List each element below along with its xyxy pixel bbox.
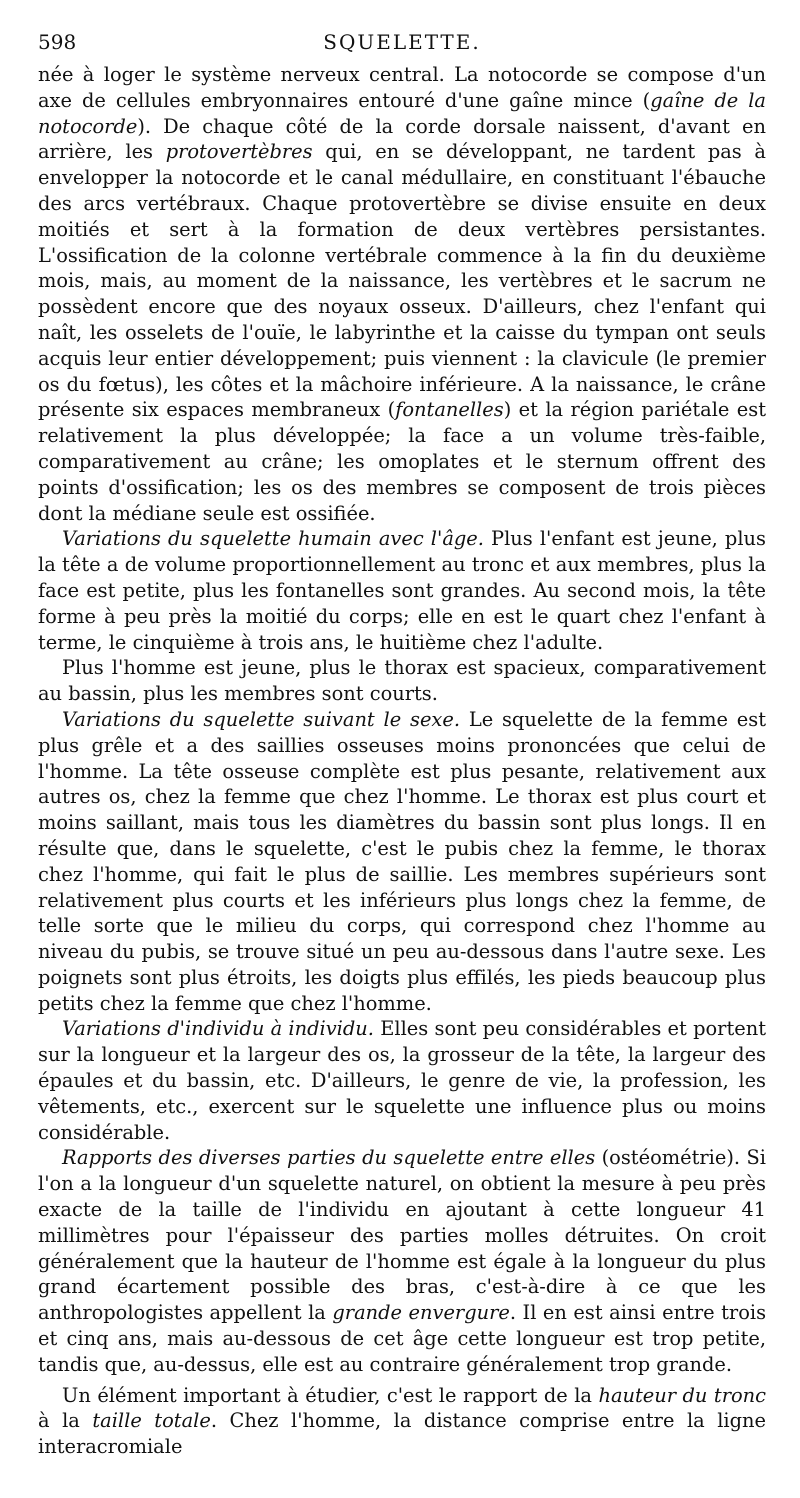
paragraph-p1 [38, 62, 766, 526]
italic-phrase: grande envergure [332, 1301, 510, 1325]
text-run: Un élément important à étudier, c'est le rapport de la [62, 1383, 599, 1407]
italic-phrase: Rapports des diverses parties du squelette entre elles [62, 1146, 596, 1170]
italic-phrase: protovertèbres [165, 140, 313, 164]
text-run: . Chez l'homme, la distance comprise entre la ligne interacromiale [38, 1409, 767, 1459]
paragraph-p4 [38, 707, 766, 1017]
paragraph-p6 [38, 1145, 766, 1377]
text-run: Elles sont peu considérables et portent sur la longueur et la largeur des os, la grosseur de la tête, la largeur des épaules et du bassin, etc. D'ailleurs, le genre de vie, la profession, les vêtements, etc., exercent sur le squelette une influence plus ou moins considérable. [38, 1017, 766, 1144]
text-run: . Il en est ainsi entre trois et cinq ans, mais au-dessous de cet âge cette longueur est trop petite, tandis que, au-dessus, elle est au contraire généralement trop grande. [38, 1301, 767, 1376]
running-header [38, 30, 766, 56]
paragraph-p7 [38, 1383, 766, 1460]
text-run: qui, en se développant, ne tardent pas à envelopper la notocorde et le canal médullaire, en constituant l'ébauche des arcs vertébraux. Chaque protovertèbre se divise ensuite en deux moitiés et sert à la formation de deux vertèbres persistantes. L'ossification de la colonne vertébrale commence à la fin du deuxième mois, mais, au moment de la naissance, les vertèbres et le sacrum ne possèdent encore que des noyaux osseux. D'ailleurs, chez l'enfant qui naît, les osselets de l'ouïe, le labyrinthe et la caisse du tympan ont seuls acquis leur entier développement; puis viennent : la clavicule (le premier os du fœtus), les côtes et la mâchoire inférieure. A la naissance, le crâne présente six espaces membraneux ( [38, 140, 766, 422]
text-run: Le squelette de la femme est plus grêle et a des saillies osseuses moins prononcées que celui de l'homme. La tête osseuse complète est plus pesante, relativement aux autres os, chez la femme que chez l'homme. Le thorax est plus court et moins saillant, mais tous les diamètres du bassin sont plus longs. Il en résulte que, dans le squelette, c'est le pubis chez la femme, le thorax chez l'homme, qui fait le plus de saillie. Les membres supérieurs sont relativement plus courts et les inférieurs plus longs chez la femme, de telle sorte que le milieu du corps, qui correspond chez l'homme au niveau du pubis, se trouve situé un peu au-dessous dans l'autre sexe. Les poignets sont plus étroits, les doigts plus effilés, les pieds beaucoup plus petits chez la femme que chez l'homme. [38, 707, 767, 1015]
text-run: Plus l'enfant est jeune, plus la tête a de volume proportionnellement au tronc et aux membres, plus la face est petite, plus les fontanelles sont grandes. Au second mois, la tête forme à peu près la moitié du corps; elle en est le quart chez l'enfant à terme, le cinquième à trois ans, le huitième chez l'adulte. [38, 527, 766, 654]
page-number: 598 [38, 30, 77, 54]
paragraph-p3 [38, 655, 766, 707]
running-title: SQUELETTE. [323, 30, 481, 54]
paragraph-p5 [38, 1016, 766, 1145]
italic-phrase: Variations du squelette suivant le sexe. [62, 707, 461, 731]
italic-phrase: Variations du squelette humain avec l'âge. [62, 527, 484, 551]
italic-phrase: gaîne de la notocorde [38, 88, 766, 138]
body-text [38, 62, 766, 1460]
italic-phrase: fontanelles [395, 398, 504, 422]
text-run: à la [38, 1409, 93, 1433]
text-run: ) et la région pariétale est relativement la plus développée; la face a un volume très-faible, comparativement au crâne; les omoplates et le sternum offrent des points d'ossification; les os des membres se composent de trois pièces dont la médiane seule est ossifiée. [38, 398, 766, 525]
italic-phrase: Variations d'individu à individu. [62, 1017, 374, 1041]
text-run: ). De chaque côté de la corde dorsale naissent, d'avant en arrière, les [38, 114, 766, 164]
italic-phrase: hauteur du tronc [598, 1383, 766, 1407]
text-run: née à loger le système nerveux central. La notocorde se compose d'un axe de cellules embryonnaires entouré d'une gaîne mince ( [38, 63, 766, 112]
text-run: (ostéométrie). Si l'on a la longueur d'un squelette naturel, on obtient la mesure à peu près exacte de la taille de l'individu en ajoutant à cette longueur 41 millimètres pour l'épaisseur des parties molles détruites. On croit généralement que la hauteur de l'homme est égale à la longueur du plus grand écartement possible des bras, c'est-à-dire à ce que les anthropologistes appellent la [38, 1146, 766, 1325]
text-run: Plus l'homme est jeune, plus le thorax est spacieux, comparativement au bassin, plus les membres sont courts. [38, 656, 766, 706]
paragraph-p2 [38, 526, 766, 655]
italic-phrase: taille totale [92, 1409, 211, 1433]
